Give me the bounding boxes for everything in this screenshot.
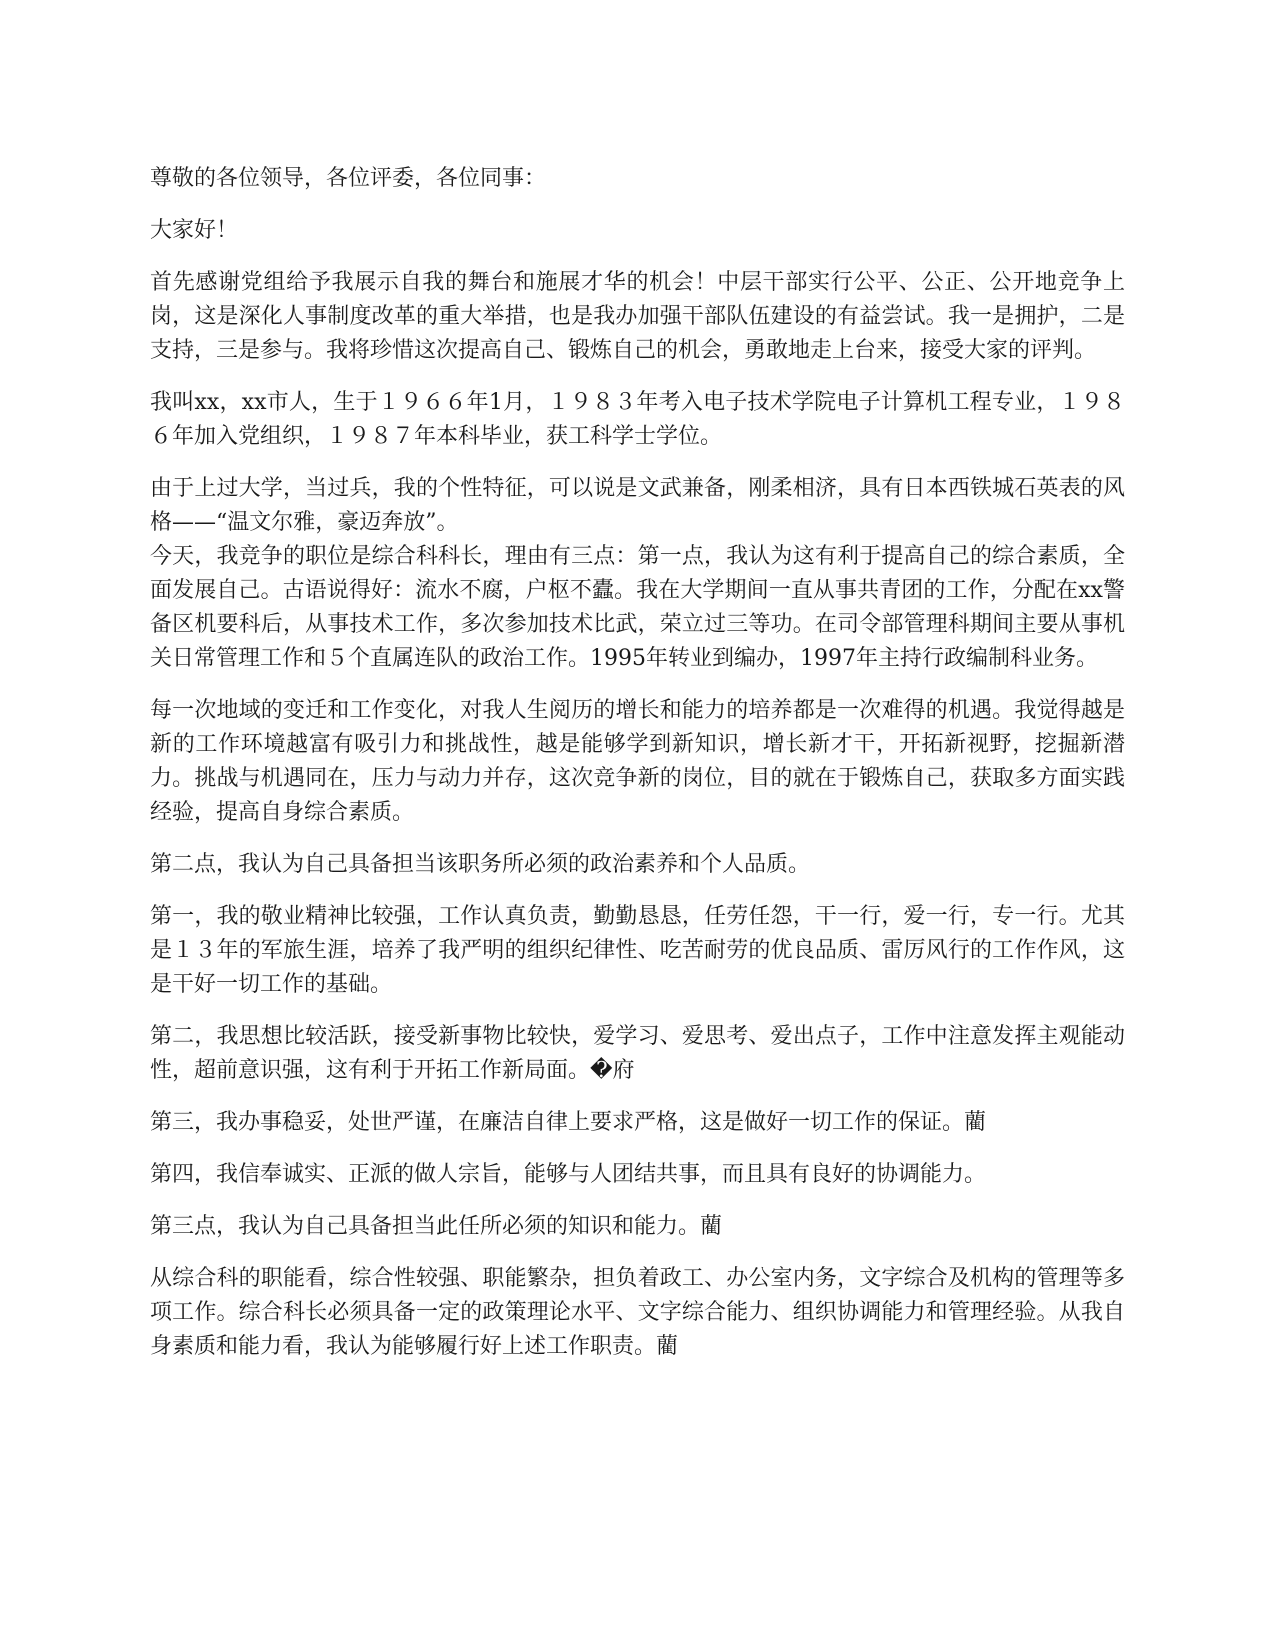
paragraph-point-four: 第四，我信奉诚实、正派的做人宗旨，能够与人团结共事，而且具有良好的协调能力。: [150, 1162, 987, 1187]
paragraph-background: 我叫xx，xx市人，生于１９６６年1月，１９８３年考入电子技术学院电子计算机工程专业，１９８６年加入党组织，１９８７年本科毕业，获工科学士学位。: [150, 390, 1125, 449]
document-page: [150, 162, 1125, 1382]
paragraph-point-one: 第一，我的敬业精神比较强，工作认真负责，勤勤恳恳，任劳任怨，干一行，爱一行，专一行。尤其是１３年的军旅生涯，培养了我严明的组织纪律性、吃苦耐劳的优良品质、雷厉风行的工作作风，这是干好一切工作的基础。: [150, 904, 1125, 997]
salutation: 尊敬的各位领导，各位评委，各位同事：: [150, 166, 547, 191]
greeting: 大家好！: [150, 218, 239, 243]
paragraph-point-two: 第二，我思想比较活跃，接受新事物比较快，爱学习、爱思考、爱出点子，工作中注意发挥主观能动性，超前意识强，这有利于开拓工作新局面。�府: [150, 1024, 1125, 1083]
paragraph-point-three: 第三，我办事稳妥，处世严谨，在廉洁自律上要求严格，这是做好一切工作的保证。藺: [150, 1110, 987, 1135]
paragraph-intro: 首先感谢党组给予我展示自我的舞台和施展才华的机会！中层干部实行公平、公正、公开地竞争上岗，这是深化人事制度改革的重大举措，也是我办加强干部队伍建设的有益尝试。我一是拥护，二是支持，三是参与。我将珍惜这次提高自己、锻炼自己的机会，勇敢地走上台来，接受大家的评判。: [150, 270, 1125, 363]
paragraph-first-reason: 今天，我竞争的职位是综合科科长，理由有三点：第一点，我认为这有利于提高自己的综合素质，全面发展自己。古语说得好：流水不腐，户枢不蠹。我在大学期间一直从事共青团的工作，分配在xx警备区机要科后，从事技术工作，多次参加技术比武，荣立过三等功。在司令部管理科期间主要从事机关日常管理工作和５个直属连队的政治工作。1995年转业到编办，1997年主持行政编制科业务。: [150, 544, 1125, 671]
paragraph-capability: 从综合科的职能看，综合性较强、职能繁杂，担负着政工、办公室内务，文字综合及机构的管理等多项工作。综合科长必须具备一定的政策理论水平、文字综合能力、组织协调能力和管理经验。从我自身素质和能力看，我认为能够履行好上述工作职责。藺: [150, 1266, 1125, 1359]
paragraph-second-reason: 第二点，我认为自己具备担当该职务所必须的政治素养和个人品质。: [150, 852, 811, 877]
paragraph-third-reason: 第三点，我认为自己具备担当此任所必须的知识和能力。藺: [150, 1214, 723, 1239]
paragraph-opportunity: 每一次地域的变迁和工作变化，对我人生阅历的增长和能力的培养都是一次难得的机遇。我觉得越是新的工作环境越富有吸引力和挑战性，越是能够学到新知识，增长新才干，开拓新视野，挖掘新潜力。挑战与机遇同在，压力与动力并存，这次竞争新的岗位，目的就在于锻炼自己，获取多方面实践经验，提高自身综合素质。: [150, 698, 1125, 825]
paragraph-personality: 由于上过大学，当过兵，我的个性特征，可以说是文武兼备，刚柔相济，具有日本西铁城石英表的风格——“温文尔雅，豪迈奔放”。: [150, 476, 1125, 535]
